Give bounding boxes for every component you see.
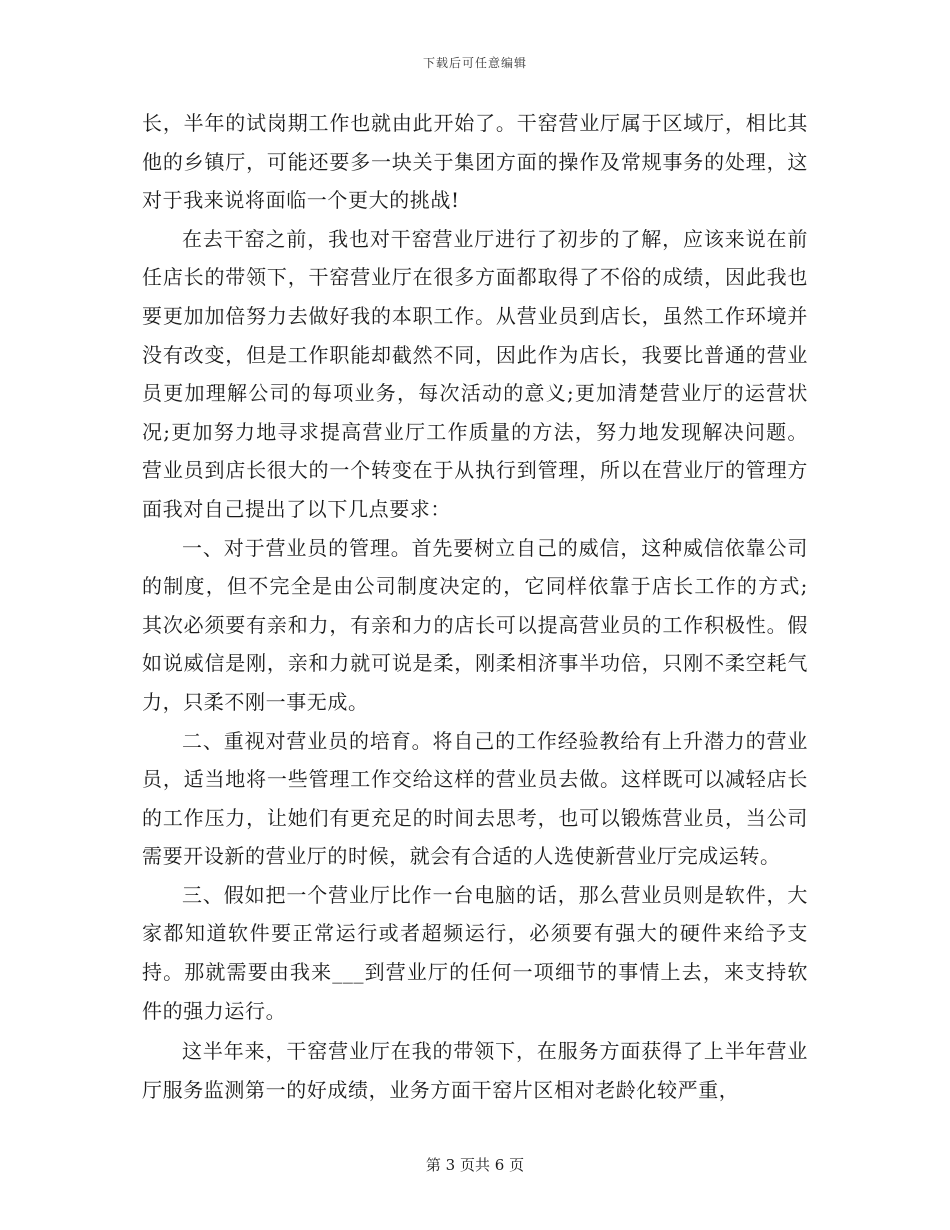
paragraph-half-year-summary: 这半年来，干窑营业厅在我的带领下，在服务方面获得了上半年营业厅服务监测第一的好成绩，业务方面干窑片区相对老龄化较严重， xyxy=(142,1039,808,1102)
page-header: 下载后可任意编辑 xyxy=(422,56,527,70)
page-number: 第 3 页共 6 页 xyxy=(425,1156,525,1174)
paragraph-continuation: 长，半年的试岗期工作也就由此开始了。干窑营业厅属于区域厅，相比其他的乡镇厅，可能还要多一块关于集团方面的操作及常规事务的处理，这对于我来说将面临一个更大的挑战! xyxy=(142,111,808,213)
paragraph-staff-training: 二、重视对营业员的培育。将自己的工作经验教给有上升潜力的营业员，适当地将一些管理工作交给这样的营业员去做。这样既可以减轻店长的工作压力，让她们有更充足的时间去思考，也可以锻炼营业员，当公司需要开设新的营业厅的时候，就会有合适的人选使新营业厅完成运转。 xyxy=(142,728,808,869)
paragraph-before-ganyao: 在去干窑之前，我也对干窑营业厅进行了初步的了解，应该来说在前任店长的带领下，干窑营业厅在很多方面都取得了不俗的成绩，因此我也要更加加倍努力去做好我的本职工作。从营业员到店长，虽然工作环境并没有改变，但是工作职能却截然不同，因此作为店长，我要比普通的营业员更加理解公司的每项业务，每次活动的意义;更加清楚营业厅的运营状况;更加努力地寻求提高营业厅工作质量的方法，努力地发现解决问题。营业员到店长很大的一个转变在于从执行到管理，所以在营业厅的管理方面我对自己提出了以下几点要求： xyxy=(142,226,808,521)
paragraph-staff-management: 一、对于营业员的管理。首先要树立自己的威信，这种威信依靠公司的制度，但不完全是由公司制度决定的，它同样依靠于店长工作的方式;其次必须要有亲和力，有亲和力的店长可以提高营业员的工作积极性。假如说威信是刚，亲和力就可说是柔，刚柔相济事半功倍，只刚不柔空耗气力，只柔不刚一事无成。 xyxy=(142,535,808,714)
document-body xyxy=(142,104,808,1109)
paragraph-hardware-analogy: 三、假如把一个营业厅比作一台电脑的话，那么营业员则是软件，大家都知道软件要正常运行或者超频运行，必须要有强大的硬件来给予支持。那就需要由我来___到营业厅的任何一项细节的事情上去，来支持软件的强力运行。 xyxy=(142,882,808,1023)
